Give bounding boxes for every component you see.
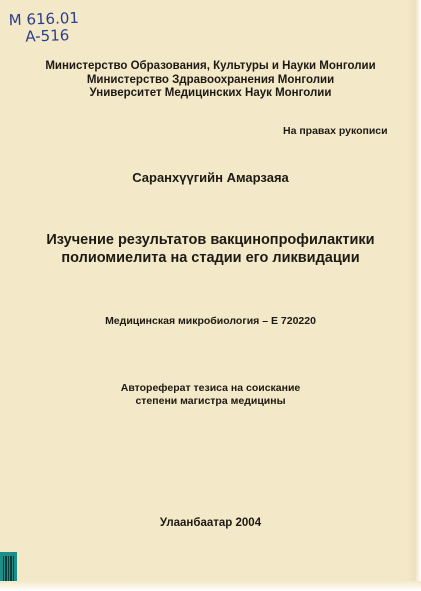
institutions-header xyxy=(0,60,421,101)
shelfmark-line-1: M 616.01 xyxy=(8,8,80,30)
abstract-line-2: степени магистра медицины xyxy=(135,395,286,407)
thesis-title-line-1: Изучение результатов вакцинопрофилактики xyxy=(46,232,375,248)
ministry-education: Министерство Образования, Культуры и Науки Монголии xyxy=(45,60,376,72)
ministry-health: Министерство Здравоохранения Монголии xyxy=(86,73,335,86)
author-name: Саранхүүгийн Амарзаяа xyxy=(132,170,289,185)
abstract-line-1: Автореферат тезиса на соискание xyxy=(120,382,301,394)
scan-edge-right xyxy=(407,0,421,591)
scan-edge-bottom xyxy=(0,581,421,591)
shelfmark-line-2: A-516 xyxy=(24,26,70,46)
specialty-code: Медицинская микробиология – Е 720220 xyxy=(105,315,316,327)
abstract-description xyxy=(0,382,421,408)
barcode-icon xyxy=(3,556,14,581)
thesis-title-line-2: полиомиелита на стадии его ликвидации xyxy=(61,250,360,266)
university-name: Университет Медицинских Наук Монголии xyxy=(89,87,332,99)
rights-note: На правах рукописи xyxy=(283,125,388,137)
thesis-title xyxy=(0,231,421,267)
place-and-year: Улаанбаатар 2004 xyxy=(159,517,262,529)
library-shelfmark xyxy=(8,10,79,46)
